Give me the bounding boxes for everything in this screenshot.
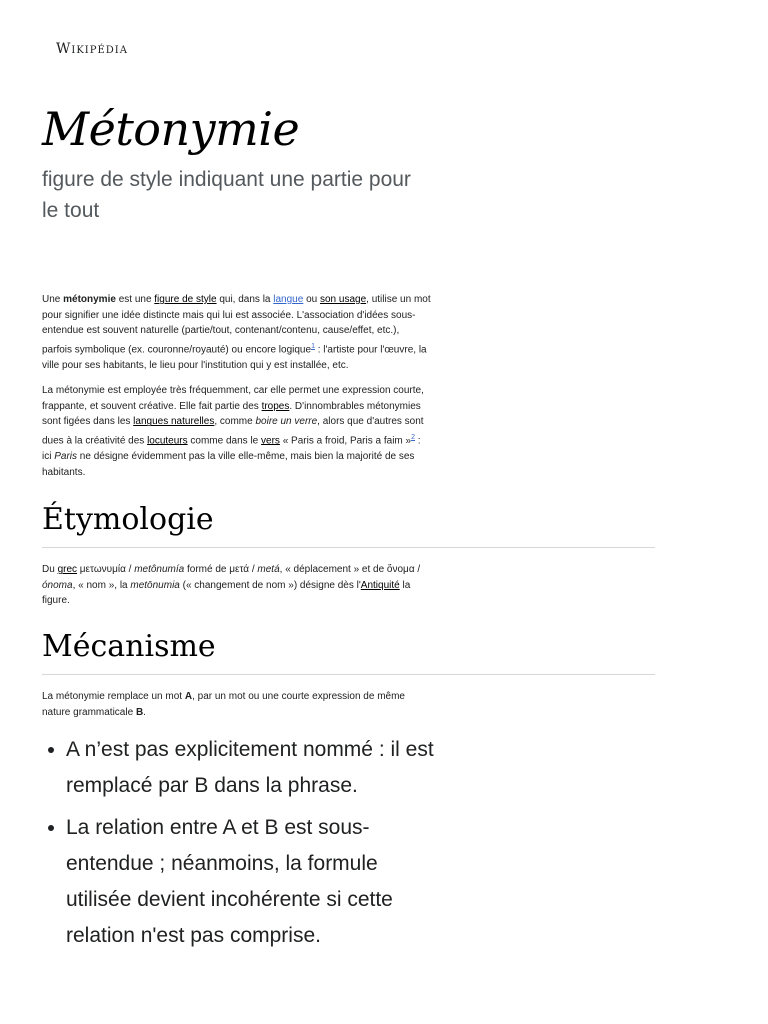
text: ou (303, 294, 320, 305)
text: la figure. (42, 579, 411, 607)
italic-text: ónoma (42, 579, 73, 591)
bold-term: B (135, 706, 144, 718)
intro-paragraph-2 (42, 383, 432, 480)
text: (« changement de nom ») désigne dès l' (179, 579, 361, 591)
intro-paragraph-1 (42, 292, 432, 373)
reference-link[interactable]: 1 (311, 342, 315, 350)
text: qui, dans la (216, 294, 274, 305)
text: La métonymie remplace un mot (42, 690, 185, 702)
text: est une (115, 294, 155, 305)
list-item-text: La relation entre A et B est sous-entendue ; néanmoins, la formule utilisée devient incohérente si cette relation n'est pas comprise. (66, 816, 393, 948)
text: , comme (214, 416, 256, 428)
bullet-icon (48, 747, 54, 753)
italic-text: metônumía (134, 564, 185, 576)
link-langues-naturelles[interactable]: langues naturelles (133, 416, 215, 428)
bullet-icon (48, 825, 54, 831)
text: comme dans le (187, 435, 262, 447)
italic-text: Paris (54, 451, 78, 462)
link-vers[interactable]: vers (261, 435, 280, 447)
mecanisme-paragraph (42, 689, 432, 720)
article-content (42, 292, 655, 960)
text: , « nom », la (72, 579, 131, 591)
etymologie-paragraph (42, 562, 432, 609)
mecanisme-list (42, 732, 442, 954)
section-heading-etymologie: Étymologie (42, 502, 655, 548)
page-subtitle: figure de style indiquant une partie pour le tout (42, 168, 411, 222)
italic-text: metá (257, 564, 280, 576)
text: « Paris a froid, Paris a faim » (279, 435, 412, 447)
text: , alors que d'autres sont dues à la créativité des (42, 416, 424, 447)
list-item (42, 732, 442, 804)
text: formé de μετά / (184, 564, 258, 576)
text: ne désigne évidemment pas la ville elle-même, mais bien la majorité de ses habitants. (42, 451, 415, 478)
text: Une (42, 294, 64, 305)
text: Du (42, 564, 58, 576)
page-title: Métonymie (42, 102, 300, 156)
wikipedia-wordmark[interactable]: Wikipédia (56, 41, 128, 57)
italic-text: boire un verre (255, 416, 318, 428)
link-antiquite[interactable]: Antiquité (360, 579, 400, 591)
italic-text: metōnumia (130, 579, 180, 591)
reference-link[interactable]: 2 (411, 434, 415, 442)
section-heading-mecanisme: Mécanisme (42, 629, 655, 675)
link-grec[interactable]: grec (57, 564, 78, 576)
text: La métonymie est employée très fréquemment, car elle permet une expression courte, frappante, et souvent créative. Elle fait partie des (42, 385, 424, 412)
site-header (56, 40, 128, 58)
bold-term: métonymie (63, 294, 116, 305)
text: , utilise un mot pour signifier une idée distincte mais qui lui est associée. L'association d'idées sous-entendue est souvent naturelle (partie/tout, contenant/contenu, cause/effet, etc.), parfois symbolique (ex. couronne/royauté) ou encore logique (42, 294, 431, 356)
link-figure-de-style[interactable]: figure de style (154, 294, 217, 305)
bold-term: A (184, 690, 193, 702)
text: . (143, 706, 146, 718)
link-locuteurs[interactable]: locuteurs (147, 435, 188, 447)
text: . D'innombrables métonymies sont figées dans les (42, 400, 421, 428)
list-item-text: A n’est pas explicitement nommé : il est remplacé par B dans la phrase. (66, 738, 434, 798)
text: : ici (42, 435, 421, 462)
list-item (42, 810, 442, 954)
link-tropes[interactable]: tropes (261, 400, 290, 412)
link-langue[interactable]: langue (273, 294, 304, 305)
text: , « déplacement » et de ὄνομα / (279, 564, 421, 576)
text: μετωνυμία / (77, 564, 135, 576)
text: : l'artiste pour l'œuvre, la ville pour ses habitants, le lieu pour l'institution qui y est installée, etc. (42, 344, 427, 371)
text: , par un mot ou une courte expression de même nature grammaticale (42, 690, 405, 718)
link-son-usage[interactable]: son usage (319, 294, 367, 305)
